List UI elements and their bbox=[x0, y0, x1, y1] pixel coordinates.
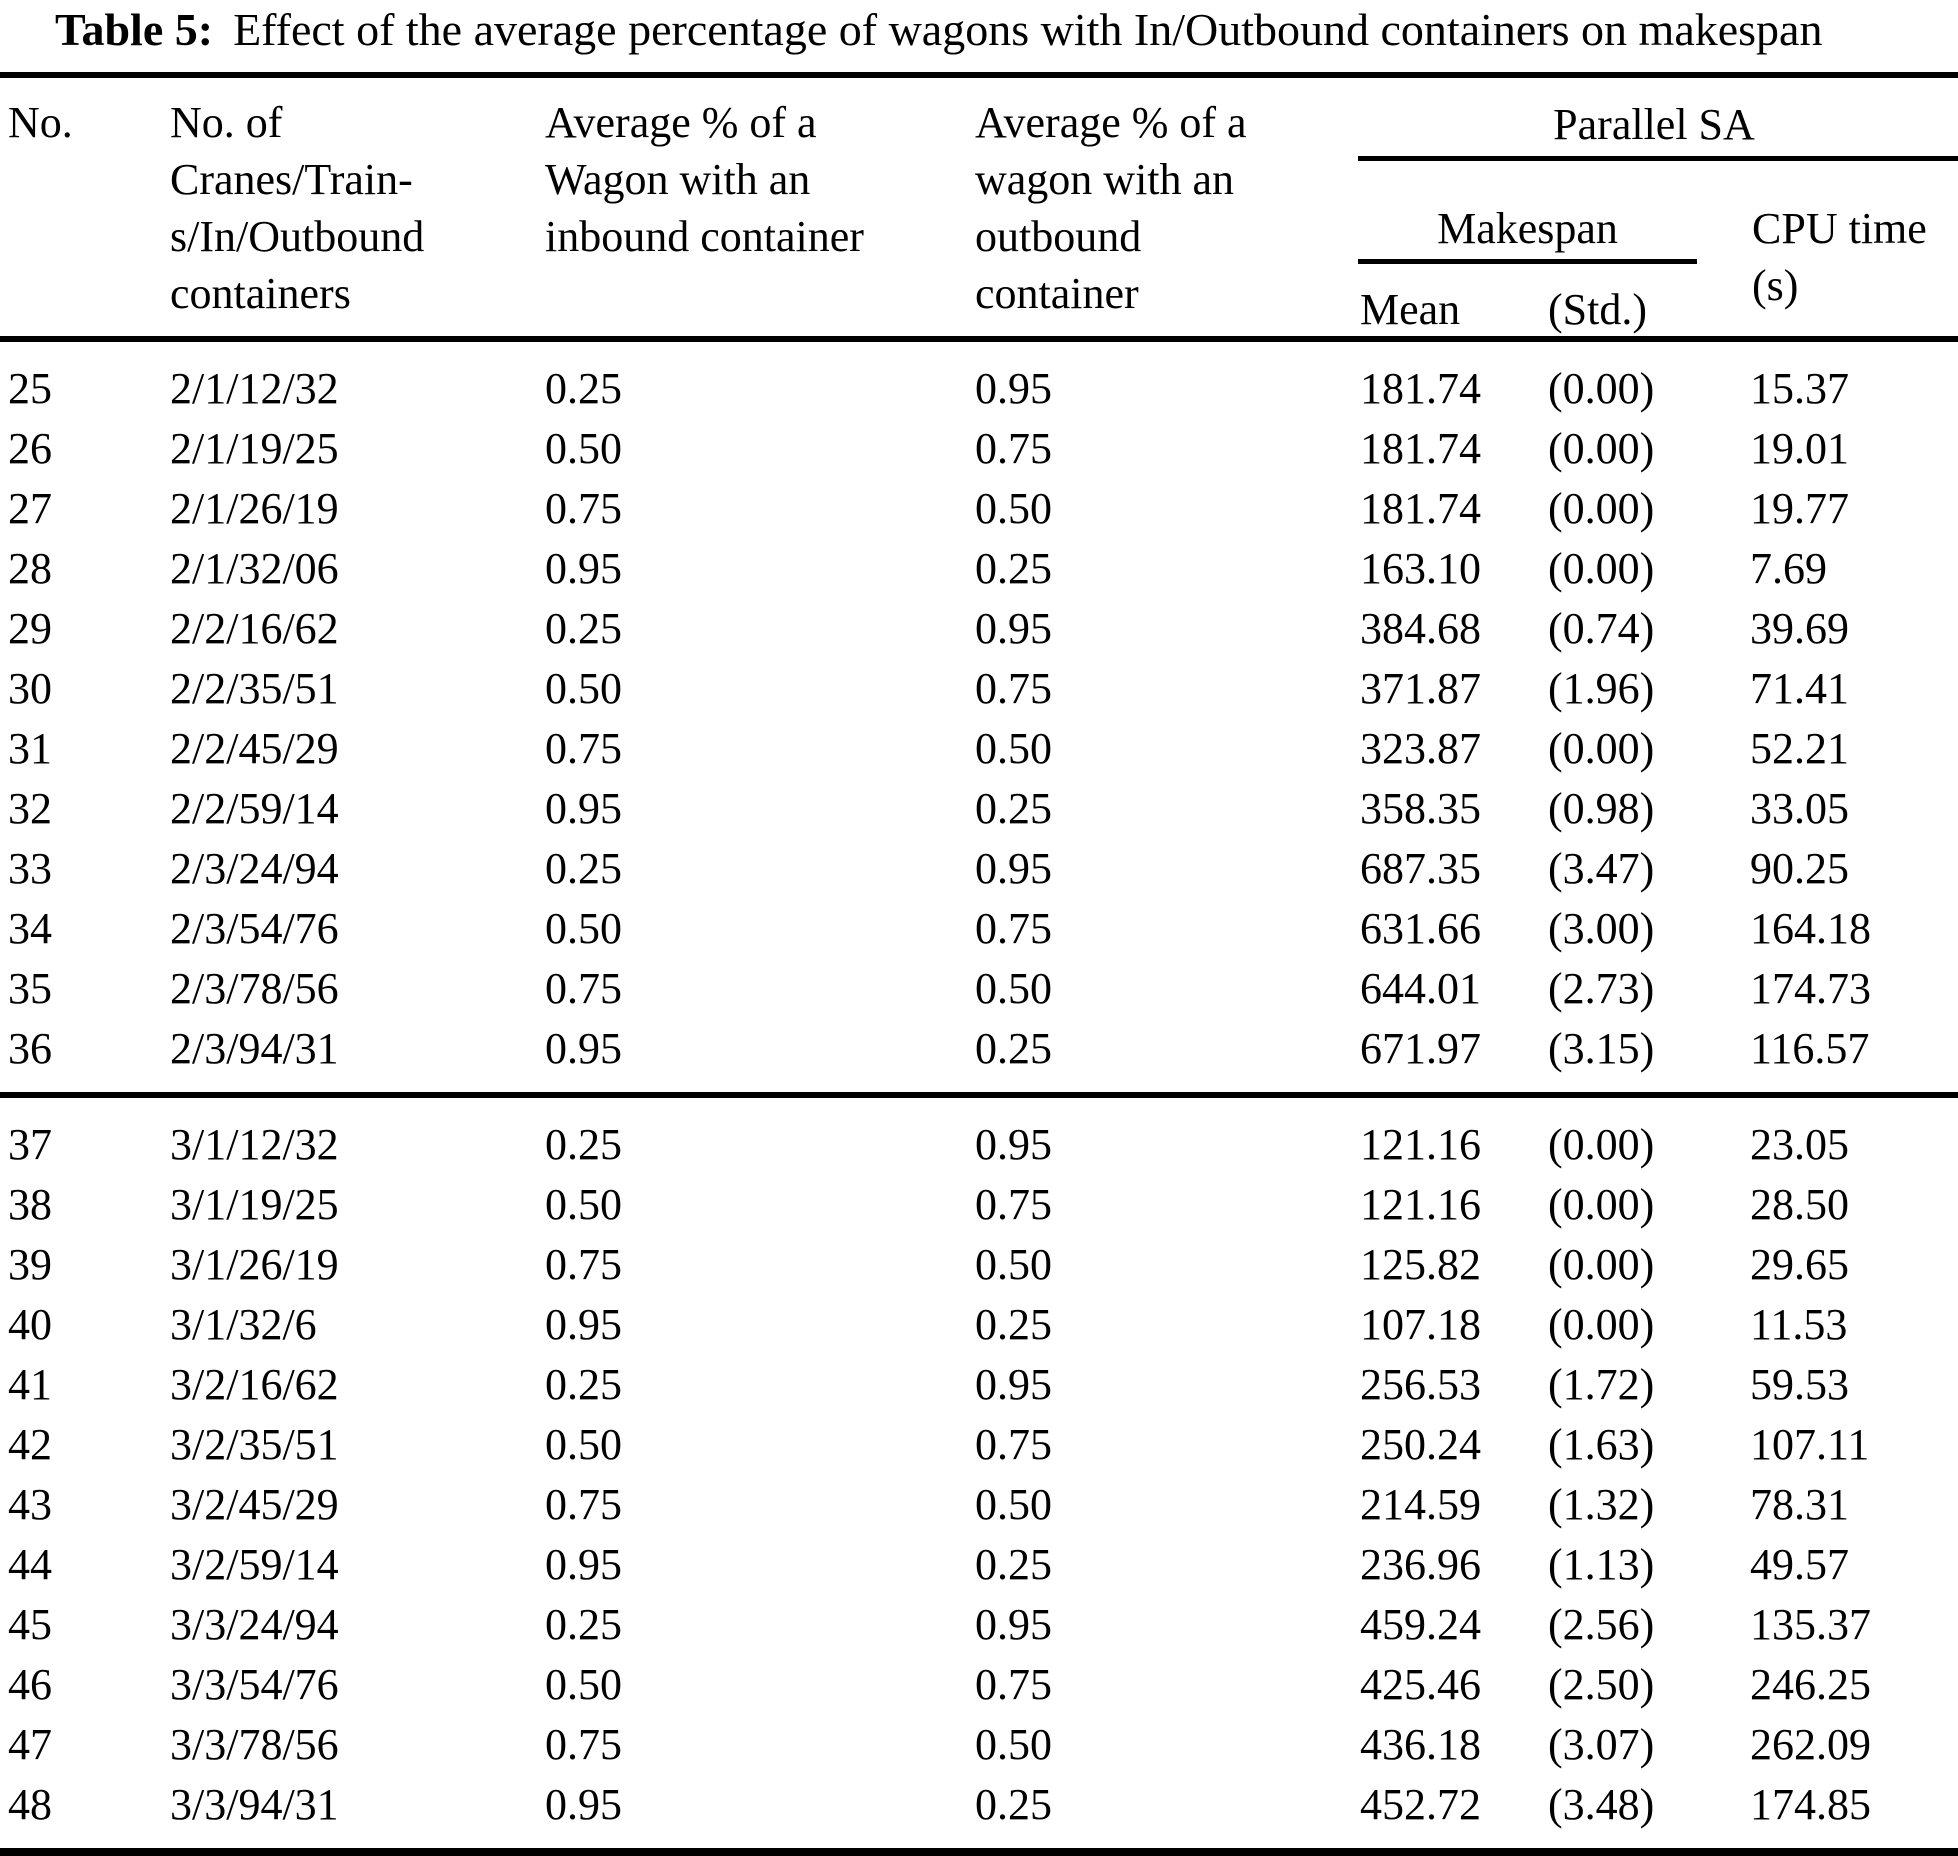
cell-outbound-pct: 0.25 bbox=[975, 784, 1052, 833]
cell-makespan-mean: 371.87 bbox=[1360, 664, 1481, 713]
cell-no: 38 bbox=[8, 1180, 52, 1229]
header-cpu-time bbox=[1752, 200, 1927, 314]
table-row bbox=[0, 1720, 1958, 1780]
cell-cpu-time: 59.53 bbox=[1750, 1360, 1849, 1409]
cell-outbound-pct: 0.75 bbox=[975, 1180, 1052, 1229]
table-row bbox=[0, 1360, 1958, 1420]
cell-inbound-pct: 0.75 bbox=[545, 964, 622, 1013]
cell-no: 26 bbox=[8, 424, 52, 473]
cell-config: 2/2/16/62 bbox=[170, 604, 339, 653]
cell-inbound-pct: 0.75 bbox=[545, 724, 622, 773]
cell-makespan-mean: 452.72 bbox=[1360, 1780, 1481, 1829]
parallel-sa-rule bbox=[1358, 156, 1958, 161]
cell-config: 3/3/78/56 bbox=[170, 1720, 339, 1769]
makespan-rule bbox=[1358, 259, 1697, 264]
cell-config: 3/1/12/32 bbox=[170, 1120, 339, 1169]
cell-inbound-pct: 0.25 bbox=[545, 1600, 622, 1649]
cell-makespan-std: (0.00) bbox=[1548, 424, 1655, 473]
cell-config: 3/2/16/62 bbox=[170, 1360, 339, 1409]
cell-outbound-pct: 0.75 bbox=[975, 1660, 1052, 1709]
cell-makespan-mean: 250.24 bbox=[1360, 1420, 1481, 1469]
cell-inbound-pct: 0.95 bbox=[545, 1024, 622, 1073]
header-no: No. bbox=[8, 98, 73, 147]
table-caption-number: Table 5: bbox=[55, 4, 214, 55]
table-row bbox=[0, 1480, 1958, 1540]
cell-inbound-pct: 0.50 bbox=[545, 1660, 622, 1709]
cell-makespan-std: (2.50) bbox=[1548, 1660, 1655, 1709]
cell-cpu-time: 23.05 bbox=[1750, 1120, 1849, 1169]
cell-cpu-time: 11.53 bbox=[1750, 1300, 1848, 1349]
cell-no: 47 bbox=[8, 1720, 52, 1769]
cell-no: 41 bbox=[8, 1360, 52, 1409]
table-row bbox=[0, 1180, 1958, 1240]
cell-inbound-pct: 0.25 bbox=[545, 364, 622, 413]
cell-inbound-pct: 0.75 bbox=[545, 1480, 622, 1529]
cell-cpu-time: 33.05 bbox=[1750, 784, 1849, 833]
cell-makespan-mean: 384.68 bbox=[1360, 604, 1481, 653]
cell-no: 46 bbox=[8, 1660, 52, 1709]
header-config-line: Cranes/Train- bbox=[170, 155, 413, 204]
cell-makespan-std: (1.32) bbox=[1548, 1480, 1655, 1529]
cell-makespan-std: (1.96) bbox=[1548, 664, 1655, 713]
cell-cpu-time: 164.18 bbox=[1750, 904, 1871, 953]
cell-makespan-mean: 163.10 bbox=[1360, 544, 1481, 593]
header-inbound-line: Wagon with an bbox=[545, 155, 811, 204]
cell-makespan-std: (0.98) bbox=[1548, 784, 1655, 833]
table-row bbox=[0, 484, 1958, 544]
cell-config: 3/1/19/25 bbox=[170, 1180, 339, 1229]
cell-makespan-std: (3.15) bbox=[1548, 1024, 1655, 1073]
cell-makespan-std: (1.72) bbox=[1548, 1360, 1655, 1409]
cell-makespan-mean: 644.01 bbox=[1360, 964, 1481, 1013]
cell-config: 2/3/24/94 bbox=[170, 844, 339, 893]
table-row bbox=[0, 664, 1958, 724]
cell-makespan-std: (3.48) bbox=[1548, 1780, 1655, 1829]
header-group-parallel-sa: Parallel SA bbox=[1553, 100, 1755, 149]
cell-no: 42 bbox=[8, 1420, 52, 1469]
cell-inbound-pct: 0.95 bbox=[545, 544, 622, 593]
table-row bbox=[0, 544, 1958, 604]
cell-no: 48 bbox=[8, 1780, 52, 1829]
cell-makespan-std: (2.73) bbox=[1548, 964, 1655, 1013]
header-outbound-line: wagon with an bbox=[975, 155, 1235, 204]
cell-outbound-pct: 0.50 bbox=[975, 724, 1052, 773]
cell-inbound-pct: 0.25 bbox=[545, 604, 622, 653]
table-row bbox=[0, 1660, 1958, 1720]
cell-config: 3/1/32/6 bbox=[170, 1300, 317, 1349]
header-config bbox=[170, 94, 424, 322]
cell-cpu-time: 71.41 bbox=[1750, 664, 1849, 713]
cell-makespan-std: (0.00) bbox=[1548, 1180, 1655, 1229]
cell-outbound-pct: 0.75 bbox=[975, 904, 1052, 953]
cell-makespan-mean: 631.66 bbox=[1360, 904, 1481, 953]
cell-no: 36 bbox=[8, 1024, 52, 1073]
cell-outbound-pct: 0.25 bbox=[975, 1780, 1052, 1829]
cell-makespan-mean: 687.35 bbox=[1360, 844, 1481, 893]
cell-makespan-mean: 459.24 bbox=[1360, 1600, 1481, 1649]
table-row bbox=[0, 724, 1958, 784]
header-config-line: s/In/Outbound bbox=[170, 212, 425, 261]
header-group-makespan: Makespan bbox=[1437, 204, 1618, 253]
cell-no: 29 bbox=[8, 604, 52, 653]
cell-no: 32 bbox=[8, 784, 52, 833]
cell-config: 2/1/32/06 bbox=[170, 544, 339, 593]
table-caption-text: Effect of the average percentage of wagons with In/Outbound containers on makespan bbox=[233, 4, 1823, 55]
table-row bbox=[0, 604, 1958, 664]
cell-inbound-pct: 0.75 bbox=[545, 1720, 622, 1769]
cell-makespan-std: (0.00) bbox=[1548, 1300, 1655, 1349]
cell-makespan-mean: 181.74 bbox=[1360, 364, 1481, 413]
cell-makespan-std: (0.00) bbox=[1548, 544, 1655, 593]
cell-inbound-pct: 0.95 bbox=[545, 784, 622, 833]
cell-makespan-mean: 181.74 bbox=[1360, 424, 1481, 473]
cell-config: 2/2/45/29 bbox=[170, 724, 339, 773]
cell-no: 31 bbox=[8, 724, 52, 773]
table-row bbox=[0, 784, 1958, 844]
cell-config: 3/1/26/19 bbox=[170, 1240, 339, 1289]
cell-makespan-mean: 121.16 bbox=[1360, 1180, 1481, 1229]
cell-cpu-time: 19.77 bbox=[1750, 484, 1849, 533]
cell-outbound-pct: 0.25 bbox=[975, 1540, 1052, 1589]
cell-makespan-mean: 256.53 bbox=[1360, 1360, 1481, 1409]
cell-makespan-std: (0.74) bbox=[1548, 604, 1655, 653]
cell-config: 3/3/94/31 bbox=[170, 1780, 339, 1829]
cell-outbound-pct: 0.25 bbox=[975, 1300, 1052, 1349]
header-outbound-pct bbox=[975, 94, 1247, 322]
cell-inbound-pct: 0.25 bbox=[545, 1120, 622, 1169]
cell-makespan-std: (0.00) bbox=[1548, 724, 1655, 773]
cell-makespan-mean: 236.96 bbox=[1360, 1540, 1481, 1589]
cell-outbound-pct: 0.50 bbox=[975, 484, 1052, 533]
cell-cpu-time: 174.85 bbox=[1750, 1780, 1871, 1829]
cell-makespan-mean: 358.35 bbox=[1360, 784, 1481, 833]
table-row bbox=[0, 964, 1958, 1024]
table-row bbox=[0, 1600, 1958, 1660]
header-inbound-line: inbound container bbox=[545, 212, 864, 261]
cell-config: 2/3/78/56 bbox=[170, 964, 339, 1013]
cell-no: 40 bbox=[8, 1300, 52, 1349]
cell-makespan-mean: 436.18 bbox=[1360, 1720, 1481, 1769]
cell-makespan-mean: 181.74 bbox=[1360, 484, 1481, 533]
cell-cpu-time: 52.21 bbox=[1750, 724, 1849, 773]
cell-cpu-time: 116.57 bbox=[1750, 1024, 1870, 1073]
cell-config: 2/3/94/31 bbox=[170, 1024, 339, 1073]
cell-no: 28 bbox=[8, 544, 52, 593]
header-config-line: containers bbox=[170, 269, 351, 318]
cell-inbound-pct: 0.95 bbox=[545, 1540, 622, 1589]
table-row bbox=[0, 1780, 1958, 1840]
cell-outbound-pct: 0.95 bbox=[975, 844, 1052, 893]
header-cpu-line: CPU time bbox=[1752, 204, 1927, 253]
cell-outbound-pct: 0.95 bbox=[975, 1360, 1052, 1409]
cell-makespan-std: (1.63) bbox=[1548, 1420, 1655, 1469]
cell-config: 3/3/24/94 bbox=[170, 1600, 339, 1649]
cell-makespan-std: (0.00) bbox=[1548, 1120, 1655, 1169]
table-header bbox=[0, 78, 1958, 336]
table-row bbox=[0, 424, 1958, 484]
cell-outbound-pct: 0.95 bbox=[975, 1120, 1052, 1169]
table-section-cranes-2 bbox=[0, 342, 1958, 1092]
cell-cpu-time: 15.37 bbox=[1750, 364, 1849, 413]
cell-inbound-pct: 0.25 bbox=[545, 844, 622, 893]
cell-makespan-std: (0.00) bbox=[1548, 364, 1655, 413]
cell-outbound-pct: 0.75 bbox=[975, 424, 1052, 473]
cell-cpu-time: 78.31 bbox=[1750, 1480, 1849, 1529]
cell-makespan-mean: 425.46 bbox=[1360, 1660, 1481, 1709]
header-inbound-line: Average % of a bbox=[545, 98, 817, 147]
cell-cpu-time: 29.65 bbox=[1750, 1240, 1849, 1289]
cell-outbound-pct: 0.50 bbox=[975, 1720, 1052, 1769]
cell-makespan-std: (3.00) bbox=[1548, 904, 1655, 953]
cell-outbound-pct: 0.25 bbox=[975, 1024, 1052, 1073]
cell-outbound-pct: 0.95 bbox=[975, 364, 1052, 413]
cell-inbound-pct: 0.95 bbox=[545, 1780, 622, 1829]
cell-makespan-mean: 107.18 bbox=[1360, 1300, 1481, 1349]
cell-cpu-time: 135.37 bbox=[1750, 1600, 1871, 1649]
table-row bbox=[0, 1420, 1958, 1480]
cell-no: 34 bbox=[8, 904, 52, 953]
cell-inbound-pct: 0.25 bbox=[545, 1360, 622, 1409]
cell-outbound-pct: 0.50 bbox=[975, 1480, 1052, 1529]
cell-makespan-mean: 323.87 bbox=[1360, 724, 1481, 773]
cell-outbound-pct: 0.75 bbox=[975, 1420, 1052, 1469]
table-bottom-rule bbox=[0, 1848, 1958, 1856]
cell-no: 25 bbox=[8, 364, 52, 413]
cell-cpu-time: 7.69 bbox=[1750, 544, 1827, 593]
cell-makespan-std: (0.00) bbox=[1548, 484, 1655, 533]
cell-cpu-time: 246.25 bbox=[1750, 1660, 1871, 1709]
cell-config: 3/2/35/51 bbox=[170, 1420, 339, 1469]
table-row bbox=[0, 1240, 1958, 1300]
cell-config: 3/2/45/29 bbox=[170, 1480, 339, 1529]
cell-inbound-pct: 0.50 bbox=[545, 904, 622, 953]
cell-config: 2/1/26/19 bbox=[170, 484, 339, 533]
cell-no: 45 bbox=[8, 1600, 52, 1649]
cell-no: 44 bbox=[8, 1540, 52, 1589]
cell-cpu-time: 19.01 bbox=[1750, 424, 1849, 473]
cell-outbound-pct: 0.75 bbox=[975, 664, 1052, 713]
cell-inbound-pct: 0.75 bbox=[545, 1240, 622, 1289]
cell-inbound-pct: 0.50 bbox=[545, 664, 622, 713]
cell-outbound-pct: 0.95 bbox=[975, 604, 1052, 653]
cell-inbound-pct: 0.50 bbox=[545, 1420, 622, 1469]
table-row bbox=[0, 1024, 1958, 1084]
cell-cpu-time: 49.57 bbox=[1750, 1540, 1849, 1589]
cell-no: 39 bbox=[8, 1240, 52, 1289]
cell-no: 37 bbox=[8, 1120, 52, 1169]
cell-outbound-pct: 0.50 bbox=[975, 964, 1052, 1013]
cell-makespan-mean: 121.16 bbox=[1360, 1120, 1481, 1169]
cell-makespan-std: (0.00) bbox=[1548, 1240, 1655, 1289]
cell-makespan-std: (3.47) bbox=[1548, 844, 1655, 893]
table-row bbox=[0, 1120, 1958, 1180]
cell-inbound-pct: 0.95 bbox=[545, 1300, 622, 1349]
header-outbound-line: Average % of a bbox=[975, 98, 1247, 147]
cell-inbound-pct: 0.50 bbox=[545, 424, 622, 473]
cell-config: 2/2/35/51 bbox=[170, 664, 339, 713]
cell-cpu-time: 90.25 bbox=[1750, 844, 1849, 893]
cell-config: 2/3/54/76 bbox=[170, 904, 339, 953]
header-inbound-pct bbox=[545, 94, 864, 265]
header-mean: Mean bbox=[1360, 285, 1461, 334]
header-outbound-line: container bbox=[975, 269, 1139, 318]
cell-makespan-std: (3.07) bbox=[1548, 1720, 1655, 1769]
cell-cpu-time: 107.11 bbox=[1750, 1420, 1870, 1469]
header-outbound-line: outbound bbox=[975, 212, 1142, 261]
cell-cpu-time: 28.50 bbox=[1750, 1180, 1849, 1229]
cell-makespan-mean: 214.59 bbox=[1360, 1480, 1481, 1529]
table-row bbox=[0, 1300, 1958, 1360]
cell-outbound-pct: 0.50 bbox=[975, 1240, 1052, 1289]
cell-config: 3/3/54/76 bbox=[170, 1660, 339, 1709]
cell-makespan-mean: 671.97 bbox=[1360, 1024, 1481, 1073]
cell-no: 27 bbox=[8, 484, 52, 533]
cell-config: 2/1/19/25 bbox=[170, 424, 339, 473]
cell-makespan-std: (1.13) bbox=[1548, 1540, 1655, 1589]
cell-makespan-mean: 125.82 bbox=[1360, 1240, 1481, 1289]
table-row bbox=[0, 904, 1958, 964]
cell-no: 33 bbox=[8, 844, 52, 893]
table-row bbox=[0, 1540, 1958, 1600]
cell-outbound-pct: 0.25 bbox=[975, 544, 1052, 593]
table-row bbox=[0, 364, 1958, 424]
header-std: (Std.) bbox=[1548, 285, 1647, 334]
cell-no: 35 bbox=[8, 964, 52, 1013]
cell-no: 43 bbox=[8, 1480, 52, 1529]
cell-cpu-time: 174.73 bbox=[1750, 964, 1871, 1013]
cell-cpu-time: 262.09 bbox=[1750, 1720, 1871, 1769]
cell-inbound-pct: 0.50 bbox=[545, 1180, 622, 1229]
cell-inbound-pct: 0.75 bbox=[545, 484, 622, 533]
cell-config: 3/2/59/14 bbox=[170, 1540, 339, 1589]
header-cpu-line: (s) bbox=[1752, 261, 1799, 310]
table-caption bbox=[0, 0, 1958, 72]
cell-makespan-std: (2.56) bbox=[1548, 1600, 1655, 1649]
header-config-line: No. of bbox=[170, 98, 283, 147]
cell-config: 2/1/12/32 bbox=[170, 364, 339, 413]
table-row bbox=[0, 844, 1958, 904]
cell-outbound-pct: 0.95 bbox=[975, 1600, 1052, 1649]
cell-cpu-time: 39.69 bbox=[1750, 604, 1849, 653]
cell-no: 30 bbox=[8, 664, 52, 713]
cell-config: 2/2/59/14 bbox=[170, 784, 339, 833]
table-section-cranes-3 bbox=[0, 1098, 1958, 1848]
